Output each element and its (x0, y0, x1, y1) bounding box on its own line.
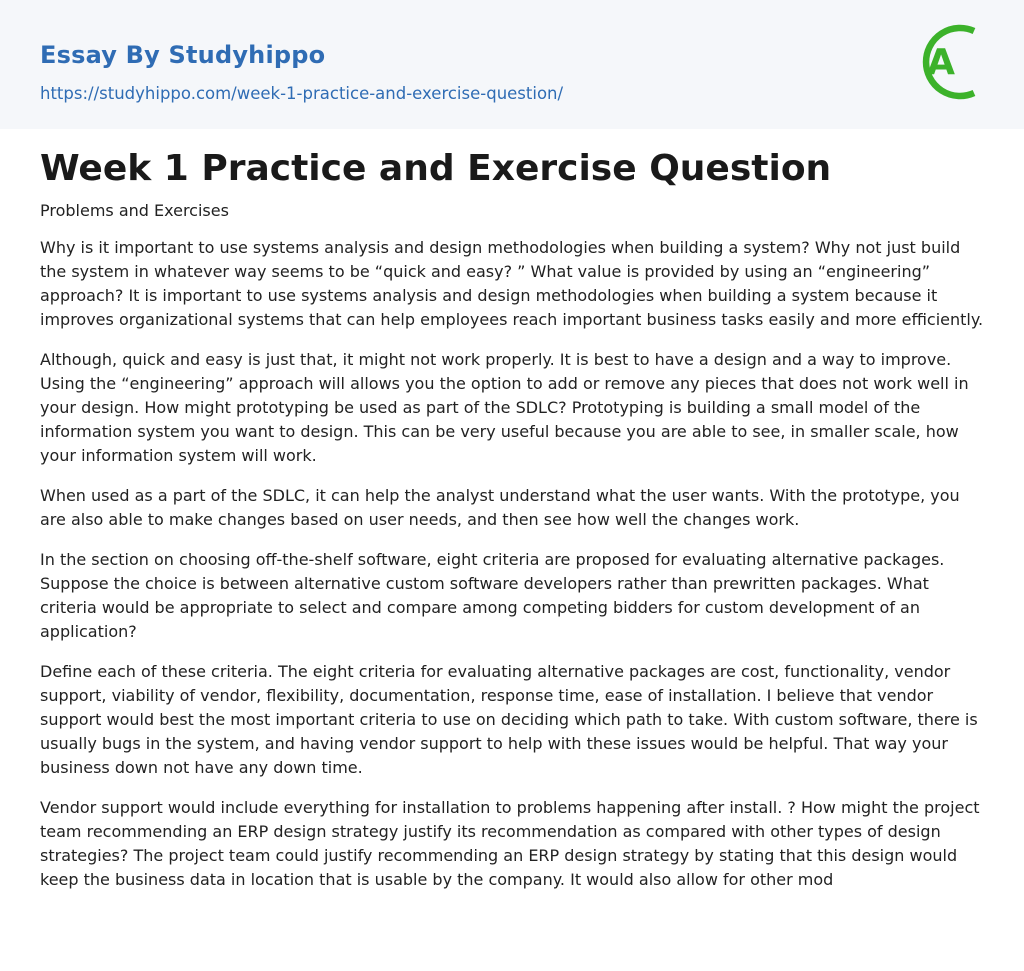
essay-subtitle: Problems and Exercises (40, 201, 229, 220)
essay-paragraph: Although, quick and easy is just that, it might not work properly. It is best to have a design and a way to improve. Using the “engineering” approach will allows you the option to add or remove any pieces that does not work well in your design. How might prototyping be used as part of the SDLC? Prototyping is building a small model of the information system you want to design. This can be very useful because you are able to see, in smaller scale, how your information system will work. (40, 350, 969, 465)
essay-paragraph: When used as a part of the SDLC, it can help the analyst understand what the user wants. With the prototype, you are also able to make changes based on user needs, and then see how well the changes work. (40, 486, 960, 529)
site-brand[interactable]: Essay By Studyhippo (40, 41, 326, 69)
studyhippo-logo-icon[interactable] (914, 19, 986, 105)
site-header (0, 0, 1024, 129)
page-url-link[interactable]: https://studyhippo.com/week-1-practice-and-exercise-question/ (40, 84, 564, 103)
essay-paragraph: In the section on choosing off-the-shelf software, eight criteria are proposed for evaluating alternative packages. Suppose the choice is between alternative custom software developers rather than prewritten packages. What criteria would be appropriate to select and compare among competing bidders for custom development of an application? (40, 550, 945, 641)
essay-paragraph: Why is it important to use systems analysis and design methodologies when building a system? Why not just build the system in whatever way seems to be “quick and easy? ” What value is provided by using an “engineering” approach? It is important to use systems analysis and design methodologies when building a system because it improves organizational systems that can help employees reach important business tasks easily and more efficiently. (40, 238, 984, 329)
essay-content (0, 129, 1024, 892)
essay-paragraph: Define each of these criteria. The eight criteria for evaluating alternative packages are cost, functionality, vendor support, viability of vendor, flexibility, documentation, response time, ease of installation. I believe that vendor support would best the most important criteria to use on deciding which path to take. With custom software, there is usually bugs in the system, and having vendor support to help with these issues would be helpful. That way your business down not have any down time. (40, 662, 978, 777)
essay-paragraph: Vendor support would include everything for installation to problems happening after install. ? How might the project team recommending an ERP design strategy justify its recommendation as compared with other types of design strategies? The project team could justify recommending an ERP design strategy by stating that this design would keep the business data in location that is usable by the company. It would also allow for other mod (40, 798, 980, 889)
essay-title: Week 1 Practice and Exercise Question (40, 148, 832, 189)
logo-letter: A (927, 42, 955, 83)
